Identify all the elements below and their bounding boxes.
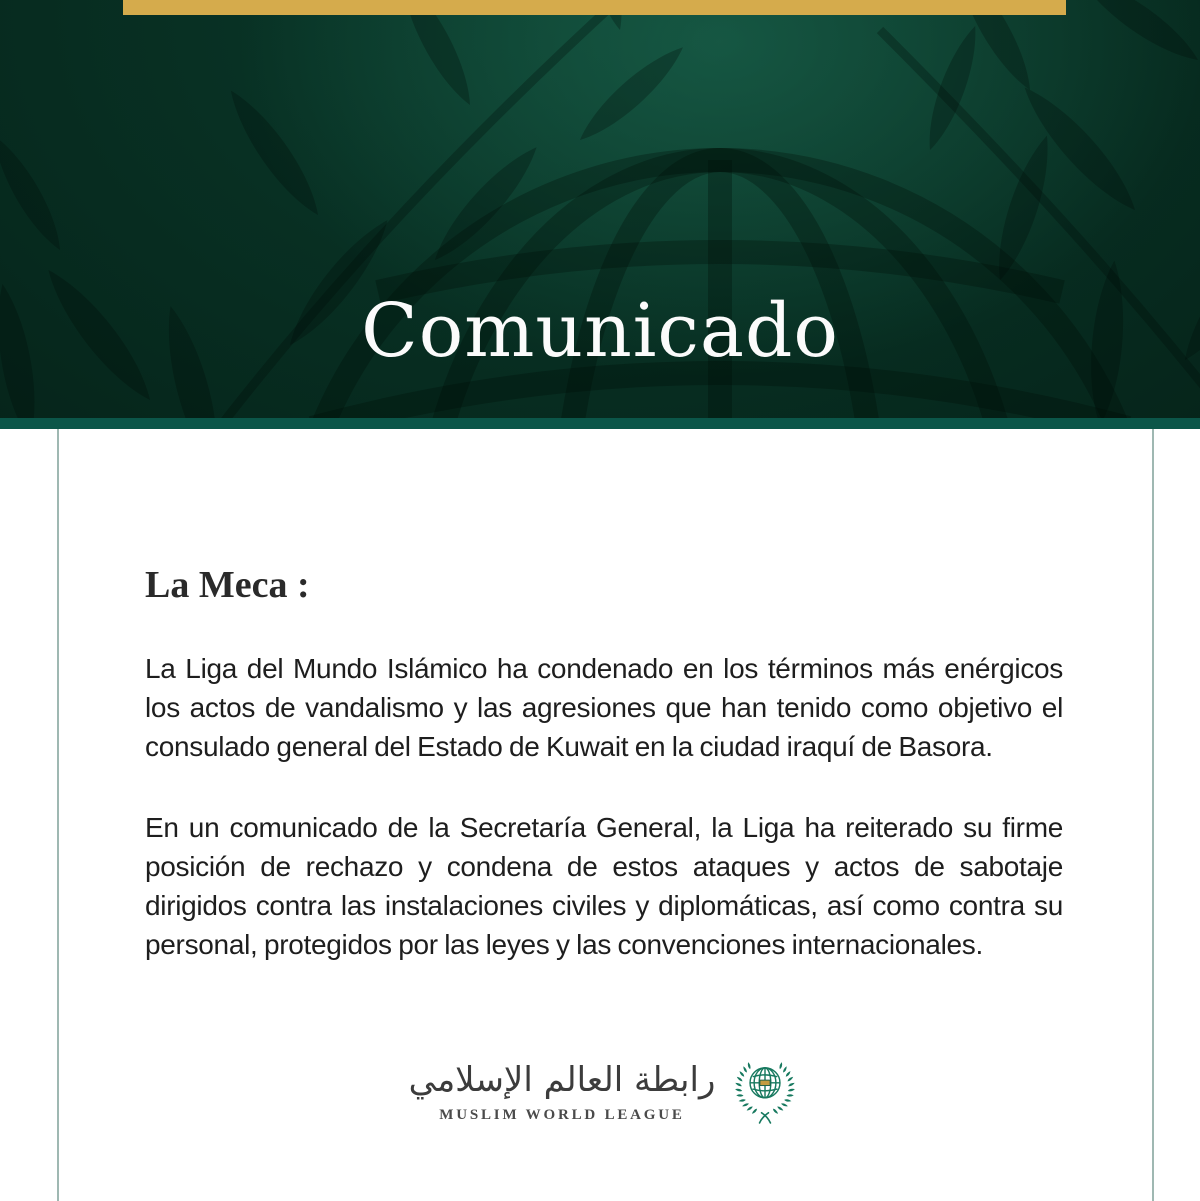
right-rule-line — [1152, 429, 1154, 1201]
text-column — [0, 429, 1200, 1128]
mwl-logo-text — [409, 1058, 716, 1125]
left-rule-line — [57, 429, 59, 1201]
emblem-stems — [760, 1113, 771, 1123]
mwl-latin-logotype: MUSLIM WORLD LEAGUE — [439, 1107, 685, 1124]
content-area — [0, 429, 1200, 1201]
teal-divider-strip — [0, 418, 1200, 429]
emblem-kaaba-band — [760, 1080, 770, 1085]
dateline-heading: La Meca : — [145, 564, 310, 606]
mwl-emblem-icon — [731, 1054, 799, 1128]
mwl-logo — [145, 1054, 1063, 1128]
paragraph-statement: En un comunicado de la Secretaría General, la Liga ha reiterado su firme posición de rechazo y condena de estos ataques y actos de sabotaje dirigidos contra las instalaciones civiles y diplomáticas, así como contra su personal, protegidos por las leyes y las convenciones internacionales. — [145, 812, 1063, 960]
header-banner — [0, 0, 1200, 418]
mwl-arabic-logotype: رابطة العالم الإسلامي — [408, 1059, 716, 1100]
page-title: Comunicado — [361, 288, 839, 374]
gold-accent-bar — [123, 0, 1066, 15]
paragraph-condemnation: La Liga del Mundo Islámico ha condenado en los términos más enérgicos los actos de vandalismo y las agresiones que han tenido como objetivo el consulado general del Estado de Kuwait en la ciudad iraquí de Basora. — [145, 653, 1063, 762]
